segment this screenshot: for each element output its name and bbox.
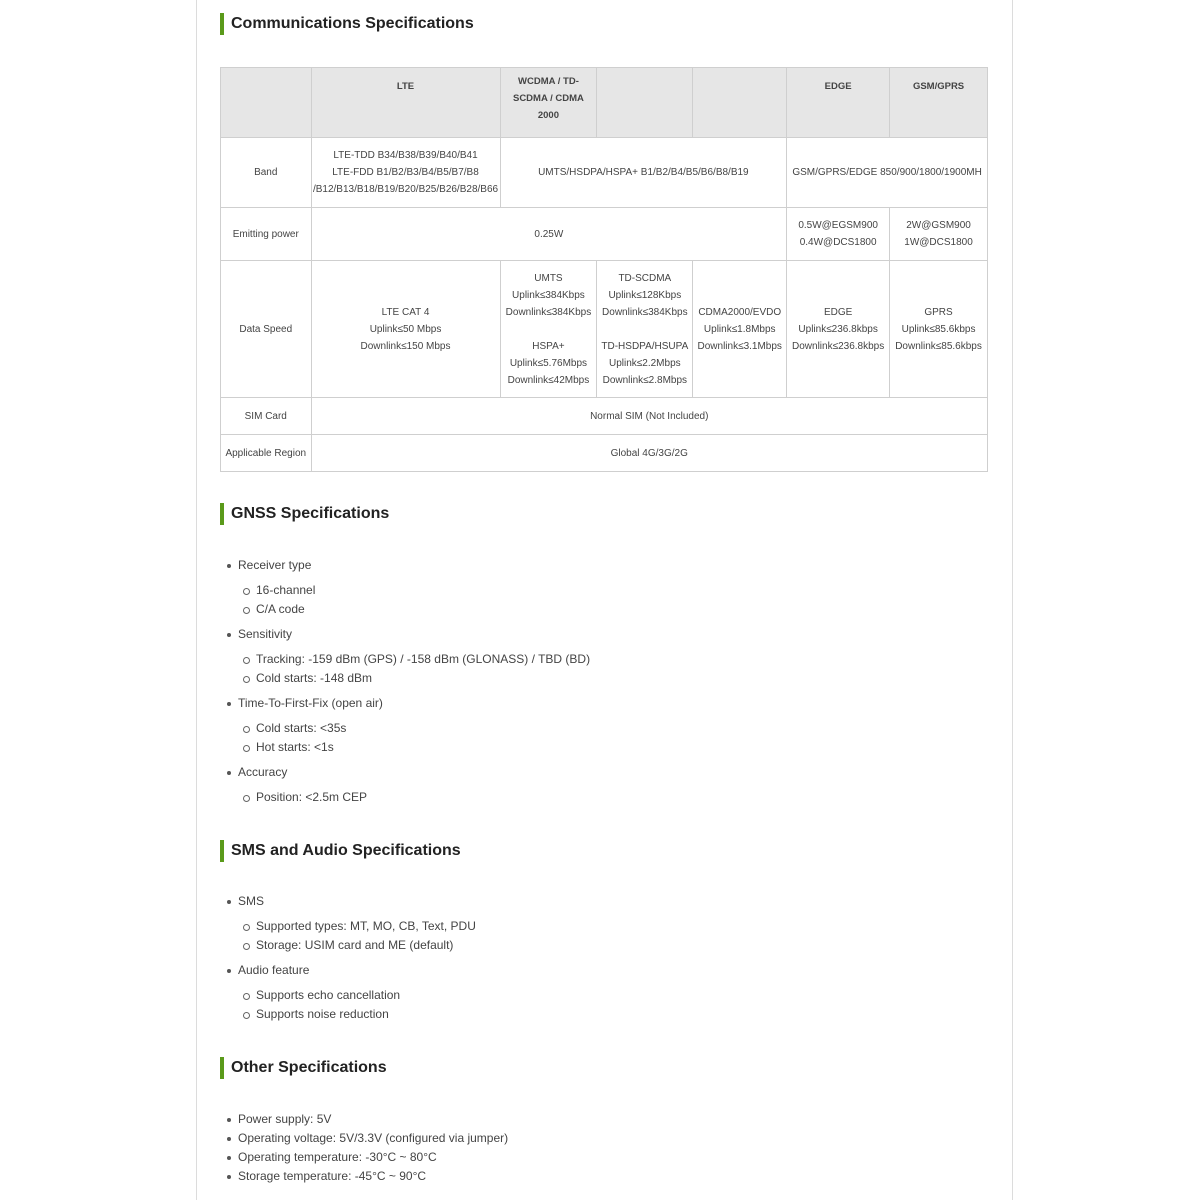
row-label-sim: SIM Card [221, 398, 312, 435]
cell-band-lte: LTE-TDD B34/B38/B39/B40/B41 LTE-FDD B1/B2/B3/B4/B5/B7/B8 /B12/B13/B18/B19/B20/B25/B26/B28/B66 [311, 138, 500, 208]
other-list [238, 1110, 508, 1186]
cell-power-main: 0.25W [311, 208, 787, 261]
row-label-speed: Data Speed [221, 261, 312, 398]
cell-power-gsm: 2W@GSM900 1W@DCS1800 [890, 208, 988, 261]
communications-table [220, 67, 988, 472]
list-subitem: 16-channel [238, 581, 590, 600]
sms-audio-list [238, 892, 476, 1024]
gnss-list [238, 556, 590, 807]
header-wcdma: WCDMA / TD- SCDMA / CDMA 2000 [500, 68, 597, 138]
header-lte: LTE [311, 68, 500, 138]
section-title-communications: Communications Specifications [220, 13, 474, 35]
row-label-region: Applicable Region [221, 435, 312, 472]
cell-speed-edge: EDGE Uplink≤236.8kbps Downlink≤236.8kbps [787, 261, 890, 398]
cell-band-umts: UMTS/HSDPA/HSPA+ B1/B2/B4/B5/B6/B8/B19 [500, 138, 787, 208]
header-empty-2 [597, 68, 693, 138]
section-title-other: Other Specifications [220, 1057, 387, 1079]
section-title-gnss: GNSS Specifications [220, 503, 389, 525]
table-row-speed [221, 261, 988, 398]
list-item: Power supply: 5V [238, 1110, 508, 1129]
list-subitem: Hot starts: <1s [238, 738, 590, 757]
list-subitem: Tracking: -159 dBm (GPS) / -158 dBm (GLONASS) / TBD (BD) [238, 650, 590, 669]
header-empty-3 [693, 68, 787, 138]
list-item: SMS [238, 892, 476, 911]
header-gsm-gprs: GSM/GPRS [890, 68, 988, 138]
list-item: Accuracy [238, 763, 590, 782]
row-label-power: Emitting power [221, 208, 312, 261]
cell-speed-lte: LTE CAT 4 Uplink≤50 Mbps Downlink≤150 Mbps [311, 261, 500, 398]
table-row-sim [221, 398, 988, 435]
table-header-row [221, 68, 988, 138]
header-empty [221, 68, 312, 138]
list-item: Operating voltage: 5V/3.3V (configured via jumper) [238, 1129, 508, 1148]
cell-speed-tdscdma: TD-SCDMA Uplink≤128Kbps Downlink≤384Kbps TD-HSDPA/HSUPA Uplink≤2.2Mbps Downlink≤2.8Mbps [597, 261, 693, 398]
list-item: Operating temperature: -30°C ~ 80°C [238, 1148, 508, 1167]
header-edge: EDGE [787, 68, 890, 138]
list-subitem: Supported types: MT, MO, CB, Text, PDU [238, 917, 476, 936]
cell-speed-cdma: CDMA2000/EVDO Uplink≤1.8Mbps Downlink≤3.1Mbps [693, 261, 787, 398]
list-item: Receiver type [238, 556, 590, 575]
list-item: Time-To-First-Fix (open air) [238, 694, 590, 713]
list-subitem: C/A code [238, 600, 590, 619]
list-subitem: Position: <2.5m CEP [238, 788, 590, 807]
cell-speed-umts: UMTS Uplink≤384Kbps Downlink≤384Kbps HSPA+ Uplink≤5.76Mbps Downlink≤42Mbps [500, 261, 597, 398]
cell-band-gsm: GSM/GPRS/EDGE 850/900/1800/1900MH [787, 138, 988, 208]
list-item: Audio feature [238, 961, 476, 980]
list-item: Sensitivity [238, 625, 590, 644]
list-item: Storage temperature: -45°C ~ 90°C [238, 1167, 508, 1186]
list-subitem: Supports echo cancellation [238, 986, 476, 1005]
list-subitem: Supports noise reduction [238, 1005, 476, 1024]
section-title-sms-audio: SMS and Audio Specifications [220, 840, 461, 862]
table-row-region [221, 435, 988, 472]
cell-region-value: Global 4G/3G/2G [311, 435, 987, 472]
list-subitem: Cold starts: -148 dBm [238, 669, 590, 688]
list-subitem: Storage: USIM card and ME (default) [238, 936, 476, 955]
table-row-power [221, 208, 988, 261]
cell-sim-value: Normal SIM (Not Included) [311, 398, 987, 435]
cell-speed-gprs: GPRS Uplink≤85.6kbps Downlink≤85.6kbps [890, 261, 988, 398]
row-label-band: Band [221, 138, 312, 208]
table-row-band [221, 138, 988, 208]
cell-power-edge: 0.5W@EGSM900 0.4W@DCS1800 [787, 208, 890, 261]
list-subitem: Cold starts: <35s [238, 719, 590, 738]
